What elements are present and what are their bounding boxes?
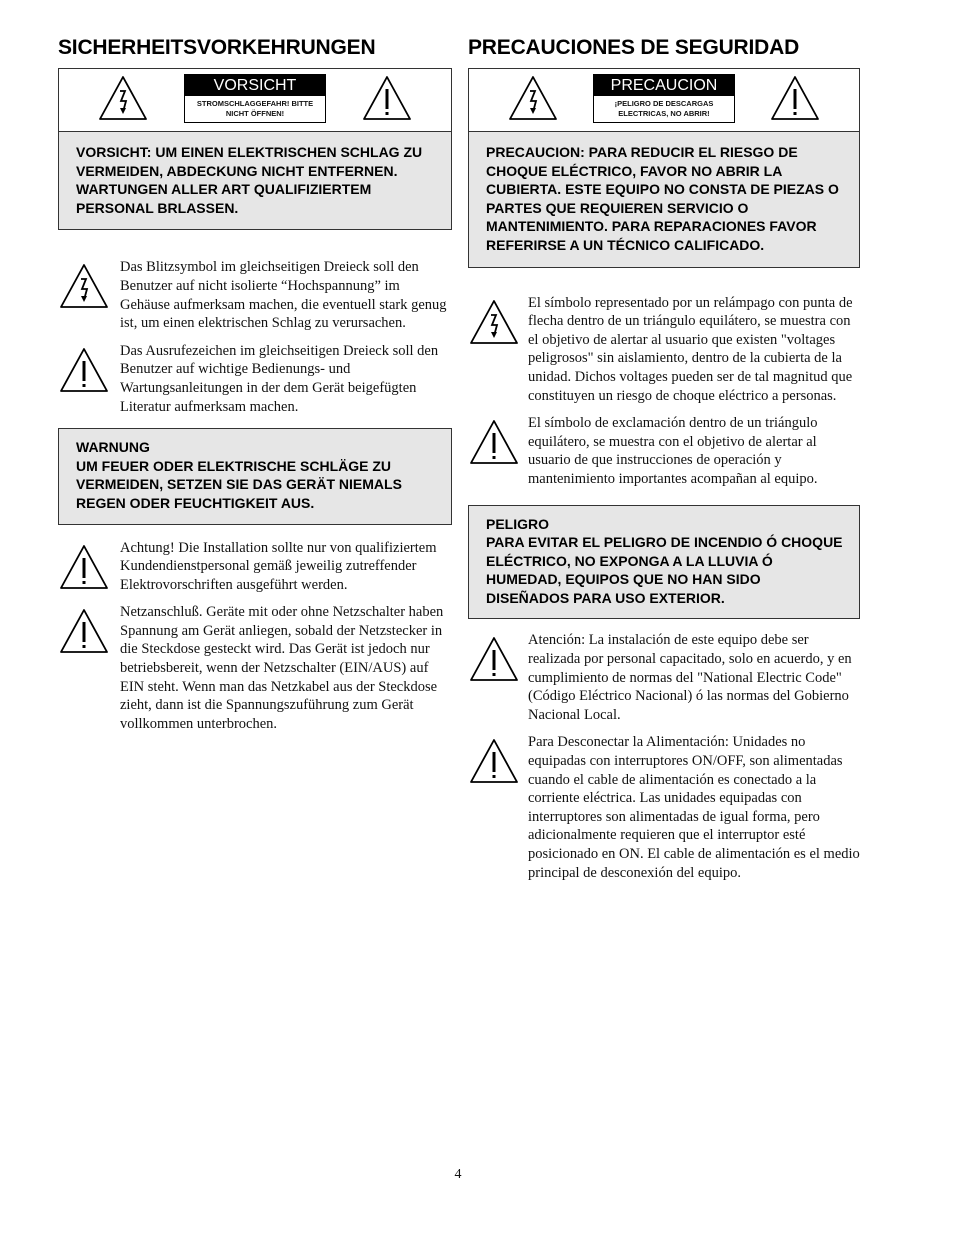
exclamation-triangle-icon [468, 635, 520, 683]
german-caution-header [59, 69, 451, 132]
german-installation-text: Achtung! Die Installation sollte nur von qualifiziertem Kundendienstpersonal gemäß jeweilig zutreffender Elektrovorschriften ausgeführt werden. [120, 539, 437, 593]
spanish-caution-text: PRECAUCION: PARA REDUCIR EL RIESGO DE CHOQUE ELÉCTRICO, FAVOR NO ABRIR LA CUBIERTA. ESTE EQUIPO NO CONSTA DE PIEZAS O PARTES QUE REQUIEREN SERVICIO O MANTENIMIENTO. PARA REPARACIONES FAVOR REFERIRSE A UN TÉCNICO CALIFICADO. [469, 132, 859, 267]
lightning-triangle-icon [97, 74, 149, 122]
spanish-warning-title: PELIGRO [486, 515, 550, 532]
german-caution-box [58, 68, 452, 230]
spanish-title: PRECAUCIONES DE SEGURIDAD [468, 36, 800, 59]
german-lightning-text: Das Blitzsymbol im gleichseitigen Dreieck soll den Benutzer auf nicht isolierte “Hochspannung” im Gehäuse aufmerksam machen, die eventuell stark genug ist, um einen elektrischen Schlag zu verursachen. [120, 259, 447, 332]
german-label-header: VORSICHT [185, 75, 325, 96]
german-lightning-item [58, 258, 452, 332]
german-exclamation-item [58, 342, 452, 416]
spanish-installation-item [468, 631, 860, 724]
german-warning-box [58, 428, 452, 524]
exclamation-triangle-icon [769, 74, 821, 122]
lightning-triangle-icon [468, 298, 520, 346]
spanish-caution-label [593, 74, 735, 123]
exclamation-triangle-icon [58, 346, 110, 394]
spanish-column [468, 36, 860, 891]
spanish-power-text: Para Desconectar la Alimentación: Unidades no equipadas con interruptores ON/OFF, son alimentadas cuando el cable de alimentación es conectado a la corriente eléctrica. Las unidades equipadas con interruptores son alimentadas de igual forma, pero adicionalmente requieren que el interruptor esté posicionado en ON. El cable de alimentación es el medio principal de desconexión del equipo. [528, 734, 860, 881]
spanish-lightning-item [468, 294, 860, 406]
exclamation-triangle-icon [58, 543, 110, 591]
spanish-exclamation-text: El símbolo de exclamación dentro de un triángulo equilátero, se muestra con el objetivo de alertar al usuario de que instrucciones de operación y mantenimiento importantes acompañan al equipo. [528, 415, 818, 487]
spanish-exclamation-item [468, 414, 860, 488]
german-exclamation-text: Das Ausrufezeichen im gleichseitigen Dreieck soll den Benutzer auf wichtige Bedienungs- und Wartungsanleitungen in der dem Gerät beigefügten Literatur aufmerksam machen. [120, 342, 439, 415]
spanish-label-header: PRECAUCION [594, 75, 734, 96]
german-power-text: Netzanschluß. Geräte mit oder ohne Netzschalter haben Spannung am Gerät anliegen, sobald der Netzstecker in die Steckdose gesteckt wird. Das Gerät ist jedoch nur betriebsbereit, wenn der Netzschalter (EIN/AUS) auf EIN steht. Wenn man das Netzkabel aus der Steckdose zieht, dann ist die Spannungszuführung zum Gerät vollkommen unterbrochen. [120, 604, 444, 732]
lightning-triangle-icon [507, 74, 559, 122]
exclamation-triangle-icon [468, 737, 520, 785]
spanish-warning-text: PARA EVITAR EL PELIGRO DE INCENDIO Ó CHOQUE ELÉCTRICO, NO EXPONGA A LA LLUVIA Ó HUMEDAD, EQUIPOS QUE NO HAN SIDO DISEÑADOS PARA USO EXTERIOR. [486, 534, 843, 606]
german-label-subtext: STROMSCHLAGGEFAHR! BITTE NICHT ÖFFNEN! [196, 99, 314, 118]
spanish-caution-header [469, 69, 859, 132]
exclamation-triangle-icon [58, 607, 110, 655]
german-warning-text: UM FEUER ODER ELEKTRISCHE SCHLÄGE ZU VERMEIDEN, SETZEN SIE DAS GERÄT NIEMALS REGEN ODER FEUCHTIGKEIT AUS. [76, 457, 402, 511]
spanish-installation-text: Atención: La instalación de este equipo debe ser realizada por personal capacitado, solo en acuerdo, y en cumplimiento de normas del "National Electric Code" (Código Eléctrico Nacional) ó las normas del Gobierno Nacional Local. [528, 632, 852, 723]
spanish-label-subtext: ¡PELIGRO DE DESCARGAS ELECTRICAS, NO ABRIR! [614, 99, 714, 118]
spanish-power-item [468, 733, 860, 882]
spanish-warning-box [468, 505, 860, 620]
german-caution-label [184, 74, 326, 123]
german-warning-title: WARNUNG [76, 439, 150, 456]
page-number: 4 [454, 1167, 462, 1182]
german-column [58, 36, 452, 742]
spanish-lightning-text: El símbolo representado por un relámpago con punta de flecha dentro de un triángulo equilátero, se muestra con el objetivo de alertar al usuario que existen "voltages peligrosos" sin aislamiento, dentro de la cubierta de la unidad. Dichos voltages pueden ser de tal magnitud que constituyen un riesgo de choque eléctrico a personas. [528, 294, 853, 404]
lightning-triangle-icon [58, 262, 110, 310]
german-installation-item [58, 539, 452, 595]
exclamation-triangle-icon [361, 74, 413, 122]
german-title: SICHERHEITSVORKEHRUNGEN [58, 36, 376, 59]
german-caution-text: VORSICHT: UM EINEN ELEKTRISCHEN SCHLAG ZU VERMEIDEN, ABDECKUNG NICHT ENTFERNEN. WARTUNGEN ALLER ART QUALIFIZIERTEM PERSONAL BRLASSEN. [59, 132, 451, 229]
spanish-caution-box [468, 68, 860, 268]
german-power-item [58, 603, 452, 733]
exclamation-triangle-icon [468, 418, 520, 466]
